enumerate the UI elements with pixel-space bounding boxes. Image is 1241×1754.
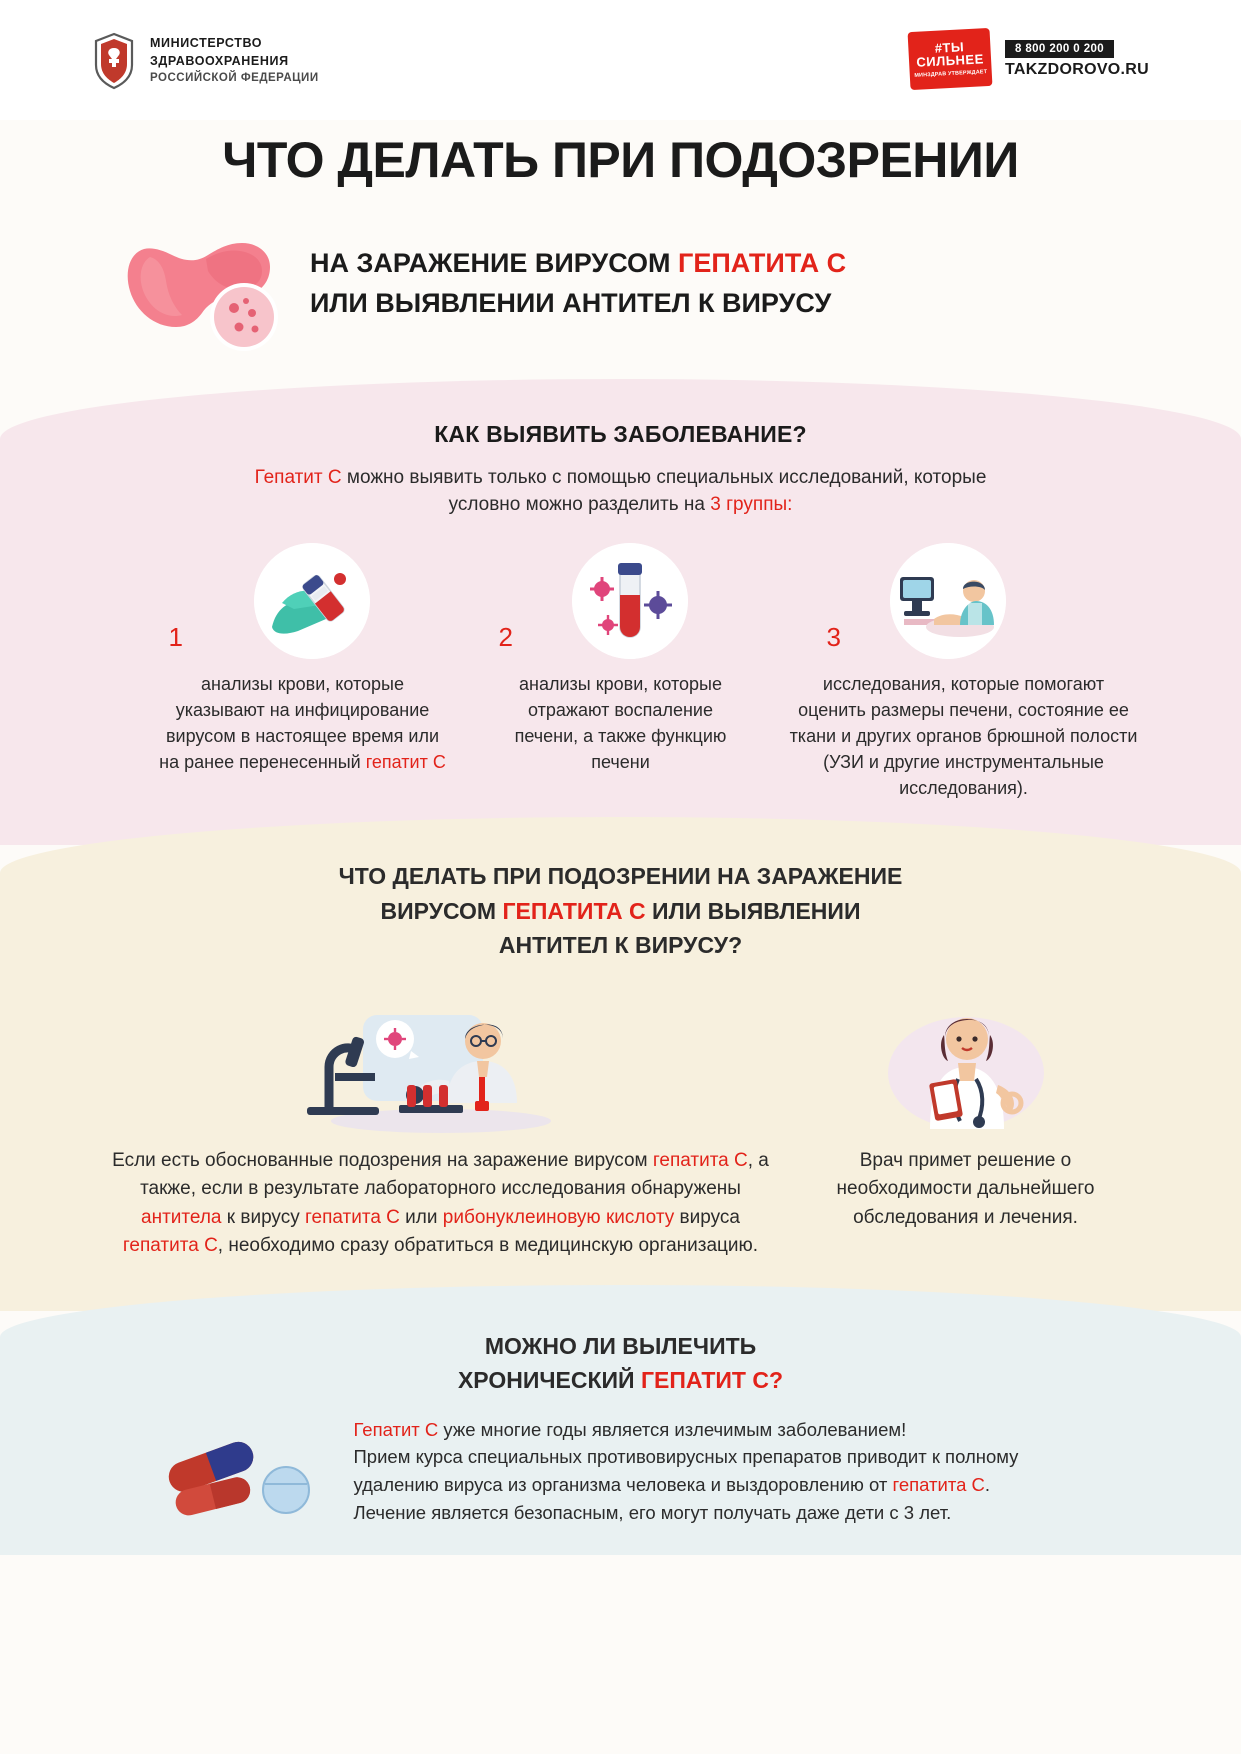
pills-capsules-icon bbox=[148, 1416, 338, 1526]
s3-t2: уже многие годы является излечимым заболеванием! bbox=[438, 1418, 907, 1440]
website-url: TAKZDOROVO.RU bbox=[1004, 61, 1149, 78]
ultrasound-doctor-icon bbox=[890, 543, 1006, 659]
section-can-be-cured bbox=[0, 1285, 1241, 1555]
takzdorovo-block bbox=[909, 30, 1149, 88]
section3-heading-line1: МОЖНО ЛИ ВЫЛЕЧИТЬ bbox=[484, 1332, 757, 1359]
step1-icon-row bbox=[153, 541, 453, 661]
step3-number: 3 bbox=[826, 621, 841, 652]
section2-heading-line3: АНТИТЕЛ К ВИРУСУ? bbox=[498, 932, 743, 959]
ty-silnee-badge bbox=[907, 28, 992, 90]
s2l-t7: или bbox=[399, 1206, 443, 1228]
ministry-line-1: МИНИСТЕРСТВО bbox=[150, 35, 263, 50]
s2l-t8: рибонуклеиновую кислоту bbox=[442, 1206, 675, 1228]
section2-right-text: Врач примет решение о необходимости дальнейшего обследования и лечения. bbox=[836, 1149, 1095, 1228]
s2l-t5: к вирусу bbox=[221, 1206, 305, 1228]
step2-icon-row bbox=[471, 541, 771, 661]
liver-icon bbox=[110, 209, 300, 359]
ministry-logo bbox=[92, 32, 319, 88]
section2-right-column bbox=[801, 981, 1131, 1261]
section2-left-column bbox=[111, 981, 771, 1261]
page-subtitle bbox=[310, 244, 846, 322]
subtitle-row bbox=[0, 209, 1241, 359]
subtitle-line-1b: ГЕПАТИТА С bbox=[678, 248, 847, 279]
section2-left-text bbox=[111, 1147, 771, 1261]
step1-caption bbox=[158, 671, 448, 775]
section3-heading-line2b: ГЕПАТИТ С? bbox=[640, 1367, 784, 1394]
step1-text-b: гепатит С bbox=[365, 751, 446, 772]
hotline-phone: 8 800 200 0 200 bbox=[1005, 40, 1114, 58]
takzdorovo-contacts bbox=[991, 39, 1149, 79]
section3-line-1 bbox=[354, 1416, 1094, 1444]
section3-row bbox=[0, 1416, 1241, 1527]
step1-text-a: анализы крови, которые указывают на инфицирование вирусом в настоящее время или на ранее перенесенный bbox=[159, 673, 440, 772]
step3-icon-row bbox=[789, 541, 1089, 661]
step2-text-a: анализы крови, которые отражают воспаление печени, а также функцию печени bbox=[514, 673, 727, 772]
ministry-line-2: ЗДРАВООХРАНЕНИЯ bbox=[150, 53, 289, 68]
step3-text-a: исследования, которые помогают оценить размеры печени, состояние ее ткани и других органов брюшной полости (УЗИ и другие инструментальные исследования). bbox=[789, 673, 1138, 798]
s3-t5: . bbox=[984, 1474, 991, 1496]
section2-heading-line1: ЧТО ДЕЛАТЬ ПРИ ПОДОЗРЕНИИ НА ЗАРАЖЕНИЕ bbox=[338, 863, 903, 890]
doctor-with-clipboard-icon bbox=[801, 981, 1131, 1131]
section1-lead-a: Гепатит С bbox=[254, 466, 342, 488]
section2-heading-line2a: ВИРУСОМ bbox=[380, 897, 503, 924]
s2l-t2: гепатита С bbox=[652, 1149, 748, 1171]
subtitle-line-1a: НА ЗАРАЖЕНИЕ ВИРУСОМ bbox=[310, 248, 679, 279]
s2l-t4: антитела bbox=[141, 1206, 222, 1228]
step-item bbox=[789, 541, 1138, 801]
section3-heading-line2a: ХРОНИЧЕСКИЙ bbox=[457, 1367, 641, 1394]
s2l-t9: вируса bbox=[674, 1206, 740, 1228]
s3-t4: гепатита С bbox=[892, 1474, 985, 1496]
title-section bbox=[0, 120, 1241, 359]
subtitle-line-1 bbox=[310, 244, 846, 283]
section2-columns bbox=[0, 981, 1241, 1261]
section1-lead-c: 3 группы: bbox=[710, 494, 793, 516]
ministry-name bbox=[150, 34, 319, 87]
step3-caption bbox=[789, 671, 1139, 801]
s2l-t1: Если есть обоснованные подозрения на заражение вирусом bbox=[112, 1149, 653, 1171]
section2-heading-line2c: ИЛИ ВЫЯВЛЕНИИ bbox=[645, 897, 861, 924]
section3-line-2 bbox=[354, 1443, 1094, 1499]
step2-caption bbox=[506, 671, 736, 775]
section1-lead-b: можно выявить только с помощью специальных исследований, которые условно можно разделить на bbox=[341, 466, 987, 516]
s3-t1: Гепатит С bbox=[353, 1418, 439, 1440]
section3-heading bbox=[0, 1285, 1241, 1398]
page-header bbox=[0, 0, 1241, 120]
subtitle-line-2: ИЛИ ВЫЯВЛЕНИИ АНТИТЕЛ К ВИРУСУ bbox=[310, 287, 832, 318]
s2l-t6: гепатита С bbox=[305, 1206, 400, 1228]
s2l-t3: , а также, если в результате лабораторного исследования обнаружены bbox=[140, 1149, 769, 1200]
lab-scientist-microscope-icon bbox=[111, 981, 771, 1131]
section1-lead bbox=[241, 464, 1001, 519]
ministry-line-3: РОССИЙСКОЙ ФЕДЕРАЦИИ bbox=[150, 71, 319, 84]
step-item bbox=[471, 541, 771, 801]
coat-of-arms-icon bbox=[92, 32, 136, 88]
step1-number: 1 bbox=[168, 621, 183, 652]
s2l-t10: гепатита С bbox=[122, 1235, 218, 1257]
steps-list bbox=[0, 541, 1241, 801]
section-how-to-detect bbox=[0, 379, 1241, 846]
section-what-to-do bbox=[0, 817, 1241, 1311]
section1-heading: КАК ВЫЯВИТЬ ЗАБОЛЕВАНИЕ? bbox=[434, 420, 807, 447]
page-title: ЧТО ДЕЛАТЬ ПРИ ПОДОЗРЕНИИ bbox=[222, 132, 1019, 188]
badge-line-3: МИНЗДРАВ УТВЕРЖДАЕТ bbox=[914, 68, 988, 79]
s2l-t11: , необходимо сразу обратиться в медицинскую организацию. bbox=[217, 1235, 759, 1257]
step-item bbox=[153, 541, 453, 801]
badge-line-1: #ТЫ bbox=[934, 39, 965, 56]
section3-line-3: Лечение является безопасным, его могут получать даже дети с 3 лет. bbox=[353, 1501, 952, 1523]
s3-t3: Прием курса специальных противовирусных препаратов приводит к полному удалению вируса из организма человека и выздоровлению от bbox=[353, 1446, 1019, 1496]
step2-number: 2 bbox=[498, 621, 513, 652]
section2-heading bbox=[271, 817, 971, 963]
section2-heading-line2b: ГЕПАТИТА С bbox=[502, 897, 646, 924]
section3-text bbox=[354, 1416, 1094, 1527]
badge-line-2: СИЛЬНЕЕ bbox=[915, 51, 985, 70]
test-tube-virus-icon bbox=[572, 543, 688, 659]
blood-sample-hand-icon bbox=[254, 543, 370, 659]
